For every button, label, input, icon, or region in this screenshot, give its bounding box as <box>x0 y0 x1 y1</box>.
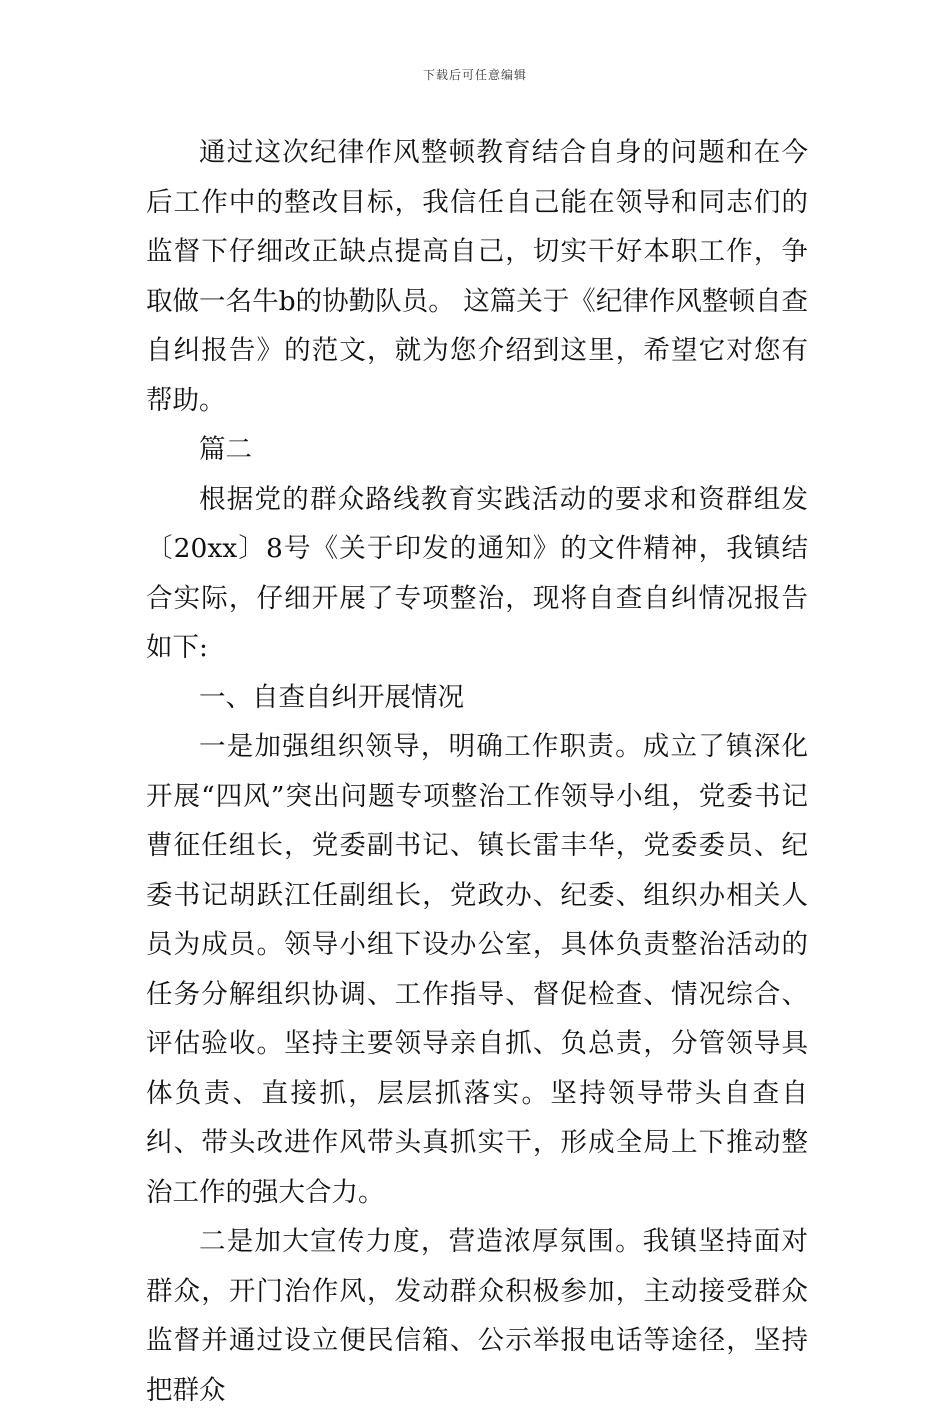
paragraph-conclusion: 通过这次纪律作风整顿教育结合自身的问题和在今后工作中的整改目标，我信任自己能在领导和同志们的监督下仔细改正缺点提高自己，切实干好本职工作，争取做一名牛b的协勤队员。 这篇关于《纪律作风整顿自查自纠报告》的范文，就为您介绍到这里，希望它对您有帮助。 <box>146 137 808 416</box>
section-heading-self-check: 一、自查自纠开展情况 <box>199 681 464 713</box>
paragraph-publicity: 二是加大宣传力度，营造浓厚氛围。我镇坚持面对群众，开门治作风，发动群众积极参加，主动接受群众监督并通过设立便民信箱、公示举报电话等途径，坚持把群众 <box>146 1226 808 1406</box>
document-body <box>146 128 808 1415</box>
paragraph-organization-leadership: 一是加强组织领导，明确工作职责。成立了镇深化开展“四风”突出问题专项整治工作领导小组，党委书记曹征任组长，党委副书记、镇长雷丰华，党委委员、纪委书记胡跃江任副组长，党政办、纪委、组织办相关人员为成员。领导小组下设办公室，具体负责整治活动的任务分解组织协调、工作指导、督促检查、情况综合、评估验收。坚持主要领导亲自抓、负总责，分管领导具体负责、直接抓，层层抓落实。坚持领导带头自查自纠、带头改进作风带头真抓实干，形成全局上下推动整治工作的强大合力。 <box>146 731 808 1208</box>
page-header-note: 下载后可任意编辑 <box>422 68 527 82</box>
section-heading-part-two: 篇二 <box>199 434 252 465</box>
paragraph-intro: 根据党的群众路线教育实践活动的要求和资群组发〔20xx〕8号《关于印发的通知》的文件精神，我镇结合实际，仔细开展了专项整治，现将自查自纠情况报告如下: <box>146 483 808 663</box>
